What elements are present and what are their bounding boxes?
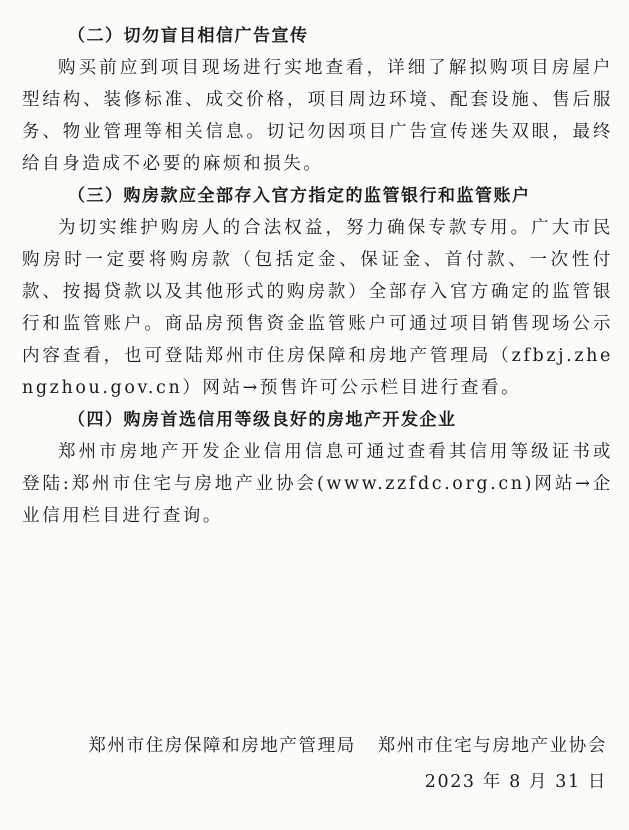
section-body-4: 郑州市房地产开发企业信用信息可通过查看其信用等级证书或登陆:郑州市住宅与房地产业协会(www.zzfdc.org.cn)网站→企业信用栏目进行查询。 [22,442,613,526]
issuer-housing-bureau: 郑州市住房保障和房地产管理局 [88,736,356,756]
section-body-2: 购买前应到项目现场进行实地查看，详细了解拟购项目房屋户型结构、装修标准、成交价格，项目周边环境、配套设施、售后服务、物业管理等相关信息。切记勿因项目广告宣传迷失双眼，最终给自身造成不必要的麻烦和损失。 [22,58,613,174]
issuing-organizations [88,728,607,764]
section-heading-3: （三）购房款应全部存入官方指定的监管银行和监管账户 [68,186,531,206]
section-body-3: 为切实维护购房人的合法权益，努力确保专款专用。广大市民购房时一定要将购房款（包括定金、保证金、首付款、一次性付款、按揭贷款以及其他形式的购房款）全部存入官方确定的监管银行和监管账户。商品房预售资金监管账户可通过项目销售现场公示内容查看，也可登陆郑州市住房保障和房地产管理局（zfbzj.zhengzhou.gov.cn）网站→预售许可公示栏目进行查看。 [22,218,613,398]
issue-date: 2023 年 8 月 31 日 [424,772,607,792]
issuer-real-estate-association: 郑州市住宅与房地产业协会 [377,736,607,756]
signature-block [88,728,607,800]
section-heading-4: （四）购房首选信用等级良好的房地产开发企业 [68,410,457,430]
section-heading-2: （二）切勿盲目相信广告宣传 [68,26,309,46]
